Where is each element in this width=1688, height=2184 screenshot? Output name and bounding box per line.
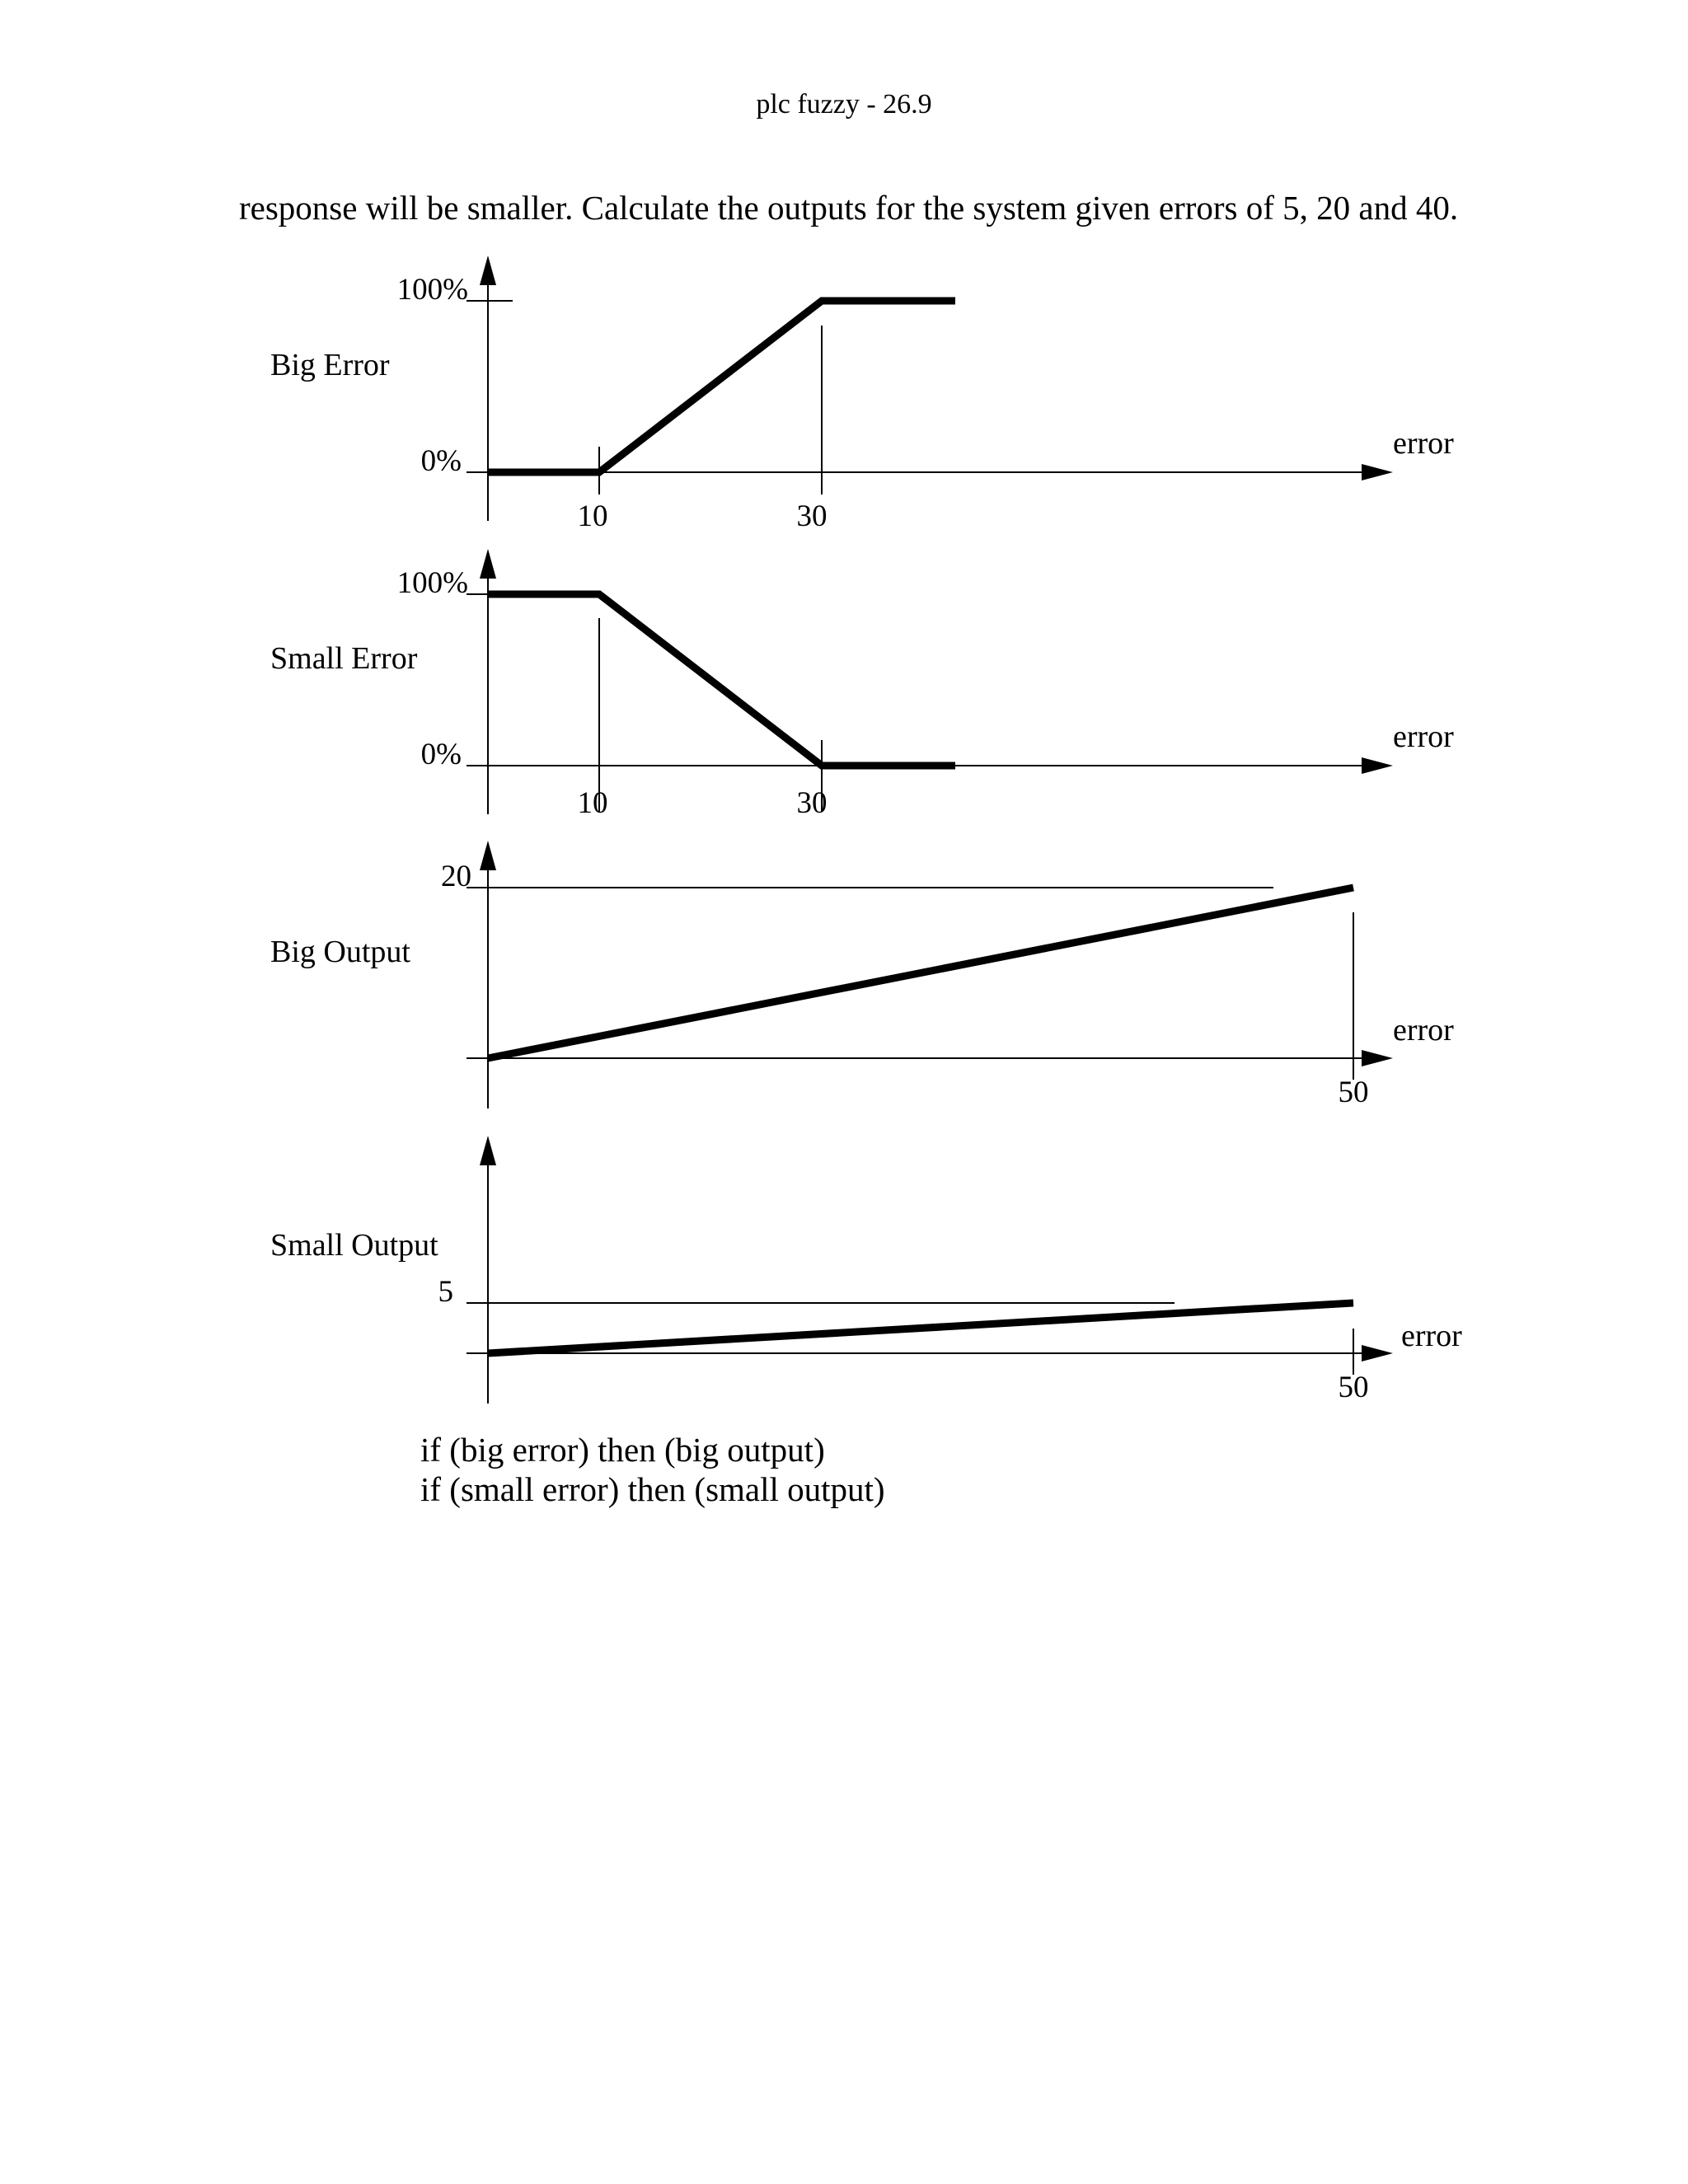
panel4-x-tick-label-0: 50 <box>1338 1371 1369 1404</box>
panel4-title: Small Output <box>270 1228 438 1263</box>
panel3-x-axis-label: error <box>1393 1013 1454 1047</box>
panel3-title: Big Output <box>270 935 410 969</box>
panel4-y-tick-label-0: 5 <box>438 1275 453 1309</box>
panel1-y-axis-arrow <box>480 255 496 285</box>
panel3-y-tick-label-0: 20 <box>441 860 471 893</box>
panel2-x-axis-label: error <box>1393 719 1454 754</box>
panel2-y-axis-arrow <box>480 549 496 579</box>
panel1-y-tick-label-1: 0% <box>420 444 462 478</box>
panel2-membership-line-0 <box>488 594 955 766</box>
panel4-x-axis-label: error <box>1401 1319 1462 1353</box>
panel3-membership-line-0 <box>488 888 1353 1058</box>
panel1-y-tick-label-0: 100% <box>396 273 468 307</box>
panel3-x-axis-arrow <box>1362 1050 1393 1066</box>
rule-big: if (big error) then (big output) <box>420 1431 825 1469</box>
panel3-y-axis-arrow <box>480 841 496 870</box>
panel2-title: Small Error <box>270 641 418 676</box>
fuzzy-rules <box>420 1430 885 1509</box>
panel4-membership-line-0 <box>488 1303 1353 1353</box>
rule-small: if (small error) then (small output) <box>420 1470 885 1508</box>
panel3-x-tick-label-0: 50 <box>1338 1076 1369 1109</box>
panel4-x-axis-arrow <box>1362 1345 1393 1361</box>
panel2-y-tick-label-0: 100% <box>396 566 468 600</box>
panel2-x-tick-label-1: 30 <box>796 786 828 820</box>
panel4-y-axis-arrow <box>480 1136 496 1165</box>
panel1-x-tick-label-1: 30 <box>796 499 828 533</box>
intro-sentence: response will be smaller. Calculate the outputs for the system given errors of 5, 20 and 40. <box>239 189 1459 227</box>
panel1-x-axis-label: error <box>1393 426 1454 461</box>
panel1-x-axis-arrow <box>1362 464 1393 480</box>
panel2-y-tick-label-1: 0% <box>420 738 462 771</box>
panel2-x-tick-label-0: 10 <box>577 786 608 820</box>
panel2-x-axis-arrow <box>1362 757 1393 774</box>
page-header: plc fuzzy - 26.9 <box>756 89 932 120</box>
panel1-x-tick-label-0: 10 <box>577 499 608 533</box>
panel1-title: Big Error <box>270 348 390 382</box>
panel1-membership-line-0 <box>488 301 955 472</box>
